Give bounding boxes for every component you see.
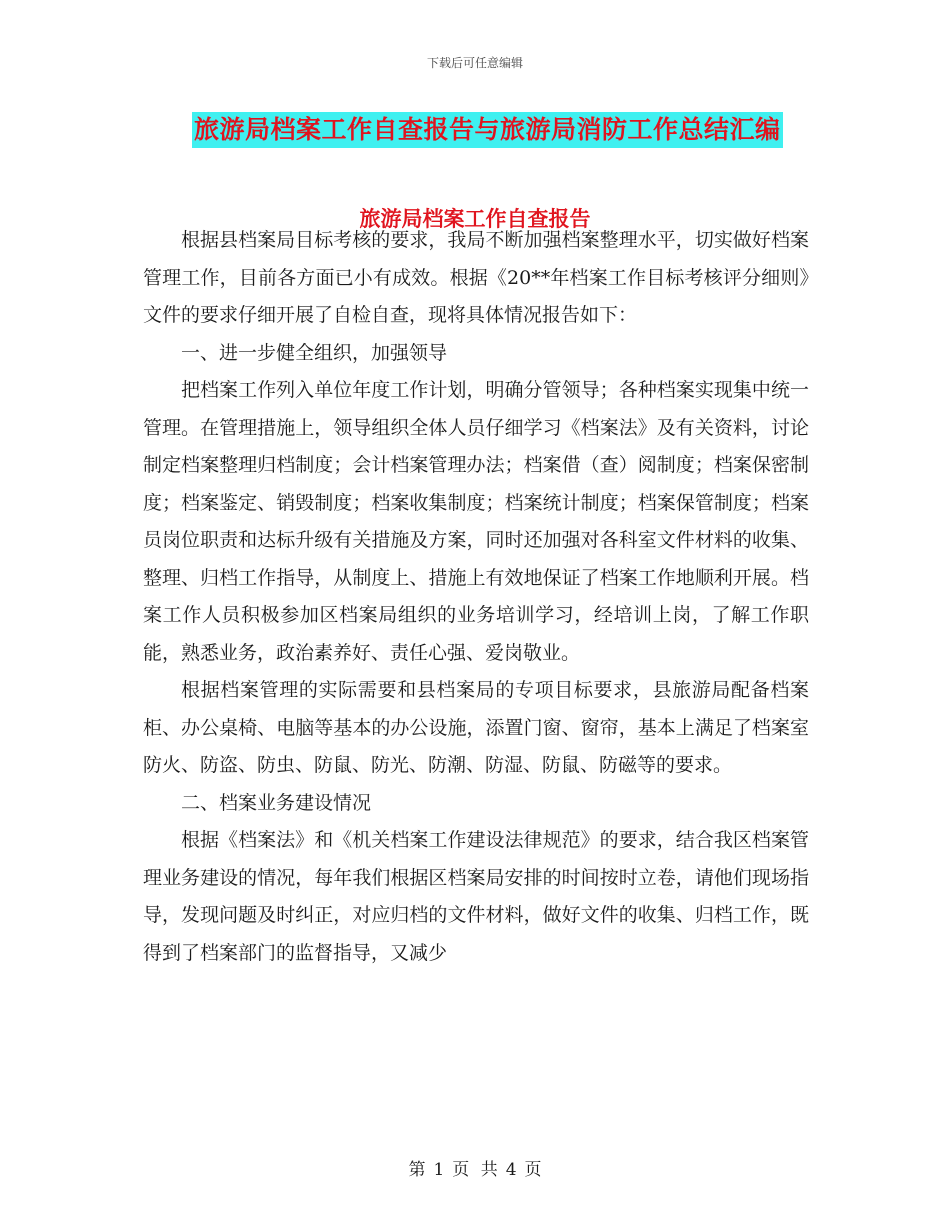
header-note: 下载后可任意编辑: [426, 56, 523, 70]
footer-middle: 页 共: [452, 1160, 498, 1180]
page-footer: [0, 1155, 950, 1180]
heading-organization: 一、进一步健全组织，加强领导: [181, 341, 448, 364]
footer-suffix: 页: [524, 1160, 542, 1180]
section-title: 旅游局档案工作自查报告: [359, 206, 591, 231]
paragraph-facilities: 根据档案管理的实际需要和县档案局的专项目标要求，县旅游局配备档案柜、办公桌椅、电脑等基本的办公设施，添置门窗、窗帘，基本上满足了档案室防火、防盗、防虫、防鼠、防光、防潮、防湿、防鼠、防磁等的要求。: [143, 679, 809, 776]
paragraph-intro: 根据县档案局目标考核的要求，我局不断加强档案整理水平，切实做好档案管理工作，目前各方面已小有成效。根据《20**年档案工作目标考核评分细则》文件的要求仔细开展了自检自查，现将具体情况报告如下：: [143, 229, 809, 326]
heading-business: 二、档案业务建设情况: [181, 791, 372, 814]
paragraph-business: 根据《档案法》和《机关档案工作建设法律规范》的要求，结合我区档案管理业务建设的情况，每年我们根据区档案局安排的时间按时立卷，请他们现场指导，发现问题及时纠正，对应归档的文件材料，做好文件的收集、归档工作，既得到了档案部门的监督指导，又减少: [143, 829, 809, 964]
footer-total-pages: 4: [505, 1160, 517, 1180]
document-body: [143, 222, 809, 972]
paragraph-organization: 把档案工作列入单位年度工作计划，明确分管领导；各种档案实现集中统一管理。在管理措施上，领导组织全体人员仔细学习《档案法》及有关资料，讨论制定档案整理归档制度；会计档案管理办法；档案借（查）阅制度；档案保密制度；档案鉴定、销毁制度；档案收集制度；档案统计制度；档案保管制度；档案员岗位职责和达标升级有关措施及方案，同时还加强对各科室文件材料的收集、整理、归档工作指导，从制度上、措施上有效地保证了档案工作地顺利开展。档案工作人员积极参加区档案局组织的业务培训学习，经培训上岗，了解工作职能，熟悉业务，政治素养好、责任心强、爱岗敬业。: [143, 379, 809, 664]
footer-prefix: 第: [408, 1160, 426, 1180]
document-main-title: 旅游局档案工作自查报告与旅游局消防工作总结汇编: [192, 112, 783, 148]
footer-page-number: 1: [433, 1160, 445, 1180]
